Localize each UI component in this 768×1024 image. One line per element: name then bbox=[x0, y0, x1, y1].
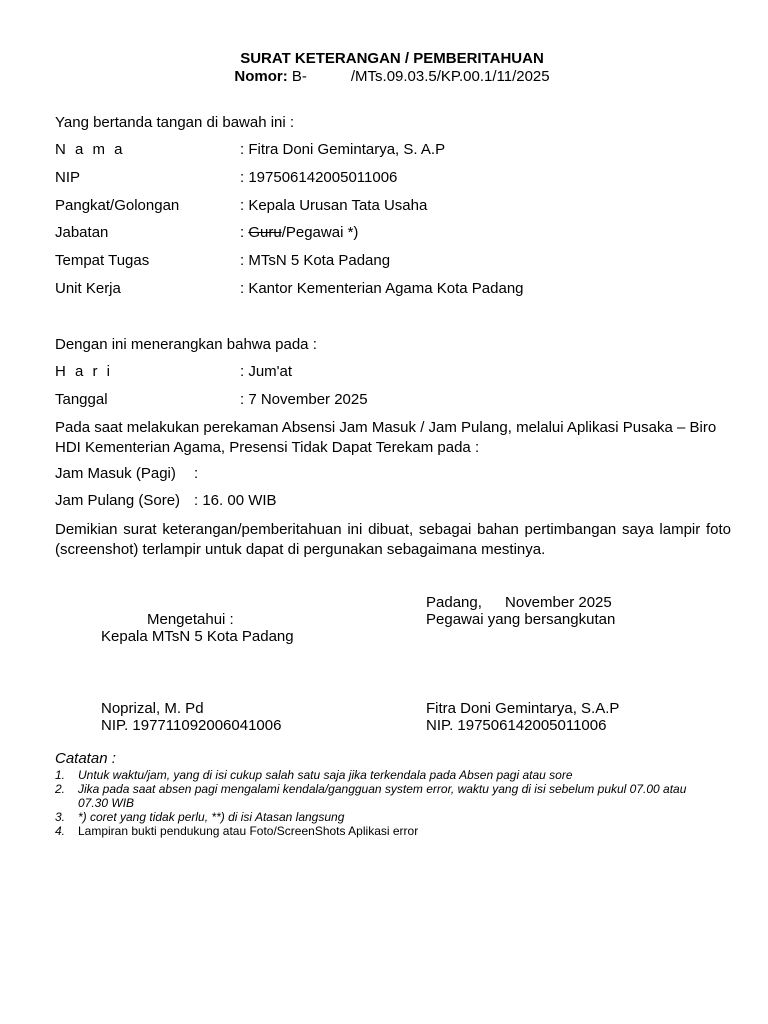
signature-date: November 2025 bbox=[505, 594, 612, 611]
identity-value-nip: : 197506142005011006 bbox=[240, 169, 398, 186]
jam-pulang-value: : 16. 00 WIB bbox=[194, 492, 277, 509]
date-value-tanggal: : 7 November 2025 bbox=[240, 391, 368, 408]
closing-paragraph: Demikian surat keterangan/pemberitahuan ini dibuat, sebagai bahan pertimbangan saya lampir foto (screenshot) terlampir untuk dapat di pergunakan sebagaimana mestinya. bbox=[55, 521, 731, 558]
identity-value-tempat: : MTsN 5 Kota Padang bbox=[240, 252, 391, 269]
intro-text: Yang bertanda tangan di bawah ini : bbox=[55, 114, 295, 131]
list-item bbox=[55, 810, 715, 824]
identity-label-nip: NIP bbox=[55, 169, 81, 186]
identity-label-pangkat: Pangkat/Golongan bbox=[55, 197, 180, 214]
note-text: Untuk waktu/jam, yang di isi cukup salah satu saja jika terkendala pada Absen pagi atau sore bbox=[78, 768, 573, 782]
document-number bbox=[0, 68, 768, 85]
identity-value-jabatan bbox=[240, 224, 358, 241]
signature-left-name: Noprizal, M. Pd bbox=[101, 700, 204, 717]
paragraph-absensi: Pada saat melakukan perekaman Absensi Jam Masuk / Jam Pulang, melalui Aplikasi Pusaka – Biro HDI Kementerian Agama, Presensi Tidak Dapat Terekam pada : bbox=[55, 419, 717, 456]
jam-pulang-label: Jam Pulang (Sore) bbox=[55, 492, 181, 509]
date-label-tanggal: Tanggal bbox=[55, 391, 108, 408]
signature-right-role: Pegawai yang bersangkutan bbox=[426, 611, 616, 628]
note-number: 4. bbox=[55, 824, 66, 838]
date-label-hari: H a r i bbox=[55, 363, 113, 380]
nomor-label: Nomor: bbox=[234, 68, 288, 85]
identity-value-pangkat: : Kepala Urusan Tata Usaha bbox=[240, 197, 428, 214]
list-item bbox=[55, 768, 715, 782]
signature-right-name: Fitra Doni Gemintarya, S.A.P bbox=[426, 700, 620, 717]
nomor-prefix: B- bbox=[291, 68, 307, 85]
notes-title: Catatan : bbox=[55, 750, 116, 767]
list-item bbox=[55, 782, 715, 810]
jabatan-rest: /Pegawai *) bbox=[281, 224, 359, 241]
identity-value-nama: : Fitra Doni Gemintarya, S. A.P bbox=[240, 141, 446, 158]
note-number: 3. bbox=[55, 810, 66, 824]
identity-label-unit: Unit Kerja bbox=[55, 280, 121, 297]
signature-left-heading: Mengetahui : bbox=[147, 611, 234, 628]
jabatan-prefix: : bbox=[240, 224, 249, 241]
statement-intro: Dengan ini menerangkan bahwa pada : bbox=[55, 336, 317, 353]
identity-value-unit: : Kantor Kementerian Agama Kota Padang bbox=[240, 280, 524, 297]
note-text: Jika pada saat absen pagi mengalami kendala/gangguan system error, waktu yang di isi sebelum pukul 07.00 atau 07.30 WIB bbox=[78, 782, 687, 810]
signature-place: Padang, bbox=[426, 594, 482, 611]
note-text: Lampiran bukti pendukung atau Foto/ScreenShots Aplikasi error bbox=[78, 824, 419, 838]
document-title: SURAT KETERANGAN / PEMBERITAHUAN bbox=[240, 50, 544, 67]
jam-masuk-value: : bbox=[194, 465, 199, 482]
nomor-suffix: /MTs.09.03.5/KP.00.1/11/2025 bbox=[350, 68, 550, 85]
signature-left-role: Kepala MTsN 5 Kota Padang bbox=[101, 628, 294, 645]
identity-label-nama: N a m a bbox=[55, 141, 126, 158]
note-number: 1. bbox=[55, 768, 66, 782]
signature-left-nip: NIP. 197711092006041006 bbox=[101, 717, 282, 734]
identity-label-tempat: Tempat Tugas bbox=[55, 252, 150, 269]
signature-right-nip: NIP. 197506142005011006 bbox=[426, 717, 607, 734]
jam-masuk-label: Jam Masuk (Pagi) bbox=[55, 465, 176, 482]
jabatan-struck: Guru bbox=[248, 224, 282, 241]
list-item bbox=[55, 824, 715, 838]
date-value-hari: : Jum'at bbox=[240, 363, 293, 380]
note-number: 2. bbox=[55, 782, 66, 796]
notes-list bbox=[55, 768, 715, 838]
note-text: *) coret yang tidak perlu, **) di isi Atasan langsung bbox=[78, 810, 345, 824]
identity-label-jabatan: Jabatan bbox=[55, 224, 109, 241]
